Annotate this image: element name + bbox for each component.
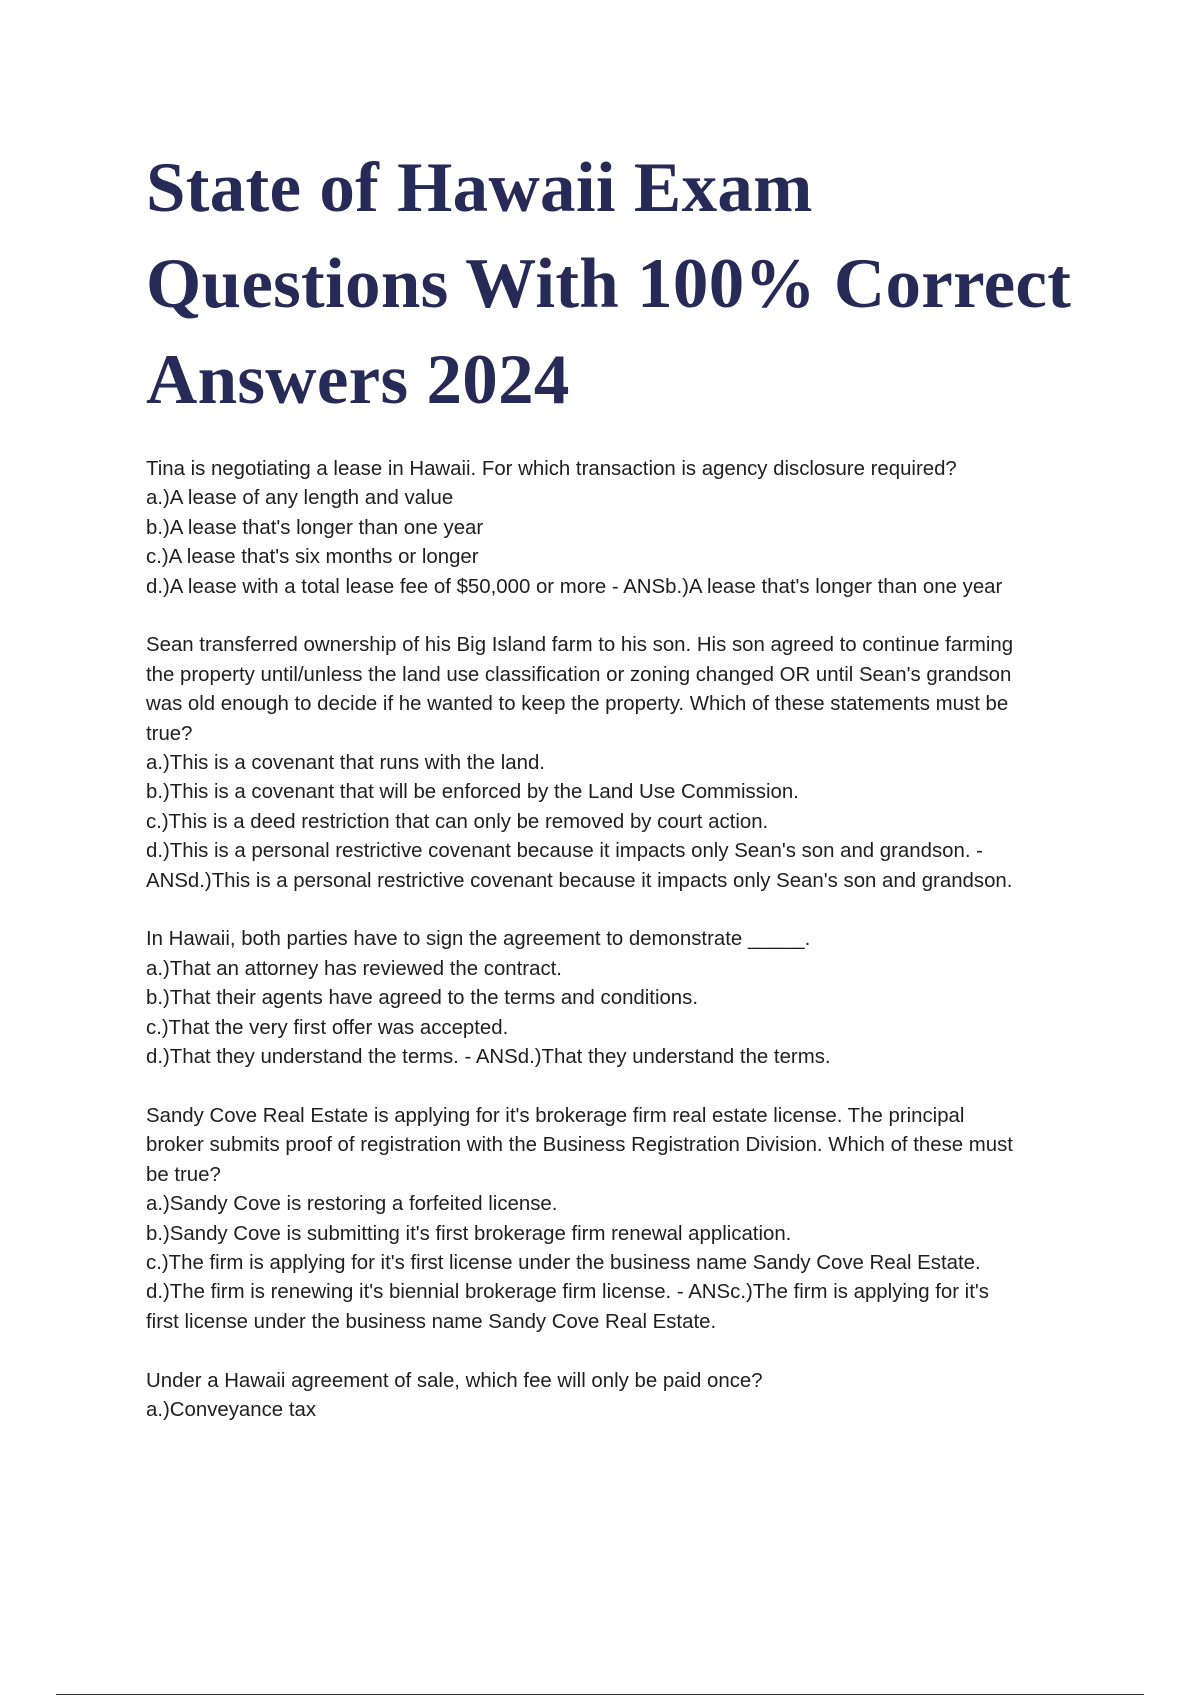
question-text: Under a Hawaii agreement of sale, which fee will only be paid once? xyxy=(146,1369,763,1392)
question-block-agreement-of-sale xyxy=(146,1367,1106,1426)
question-block-sign-agreement xyxy=(146,925,1106,1072)
answer-option: b.)A lease that's longer than one year xyxy=(146,516,484,539)
answer-option: a.)This is a covenant that runs with the land. xyxy=(146,752,545,775)
answer-option: c.)That the very first offer was accepted. xyxy=(146,1016,509,1039)
question-text: the property until/unless the land use classification or zoning changed OR until Sean's grandson xyxy=(146,663,1012,686)
question-text: be true? xyxy=(146,1163,221,1186)
answer-option: a.)Conveyance tax xyxy=(146,1398,317,1421)
answer-option: c.)The firm is applying for it's first license under the business name Sandy Cove Real Estate. xyxy=(146,1251,981,1274)
answer-option: c.)A lease that's six months or longer xyxy=(146,546,479,569)
answer-option-with-answer: d.)A lease with a total lease fee of $50,000 or more - ANSb.)A lease that's longer than one year xyxy=(146,575,1003,598)
answer-option: a.)Sandy Cove is restoring a forfeited license. xyxy=(146,1193,558,1216)
answer-option: c.)This is a deed restriction that can only be removed by court action. xyxy=(146,810,769,833)
question-block-farm-covenant xyxy=(146,631,1106,896)
title-line: State of Hawaii Exam xyxy=(146,149,813,227)
question-text: broker submits proof of registration with the Business Registration Division. Which of these must xyxy=(146,1134,1013,1157)
answer-option-with-answer: d.)That they understand the terms. - ANSd.)That they understand the terms. xyxy=(146,1046,831,1069)
question-text: Sean transferred ownership of his Big Island farm to his son. His son agreed to continue farming xyxy=(146,634,1014,657)
footer-divider xyxy=(56,1694,1144,1695)
answer-option-with-answer: d.)The firm is renewing it's biennial brokerage firm license. - ANSc.)The firm is applying for it's xyxy=(146,1281,989,1304)
answer-option: b.)Sandy Cove is submitting it's first brokerage firm renewal application. xyxy=(146,1222,792,1245)
question-block-agency-disclosure xyxy=(146,455,1106,602)
answer-option: b.)This is a covenant that will be enforced by the Land Use Commission. xyxy=(146,781,799,804)
question-text: In Hawaii, both parties have to sign the agreement to demonstrate _____. xyxy=(146,928,811,951)
title-line: Answers 2024 xyxy=(146,341,570,419)
answer-option: a.)That an attorney has reviewed the contract. xyxy=(146,957,562,980)
title-line: Questions With 100% Correct xyxy=(146,245,1072,323)
answer-option: b.)That their agents have agreed to the terms and conditions. xyxy=(146,987,699,1010)
document-title xyxy=(146,140,1106,428)
answer-option: d.)This is a personal restrictive covenant because it impacts only Sean's son and grandson. - xyxy=(146,840,983,863)
question-block-brokerage-license xyxy=(146,1102,1106,1337)
question-text: Sandy Cove Real Estate is applying for it's brokerage firm real estate license. The principal xyxy=(146,1104,965,1127)
answer-text: ANSd.)This is a personal restrictive covenant because it impacts only Sean's son and grandson. xyxy=(146,869,1013,892)
answer-text: first license under the business name Sandy Cove Real Estate. xyxy=(146,1310,717,1333)
question-text: true? xyxy=(146,722,193,745)
question-text: Tina is negotiating a lease in Hawaii. For which transaction is agency disclosure required? xyxy=(146,458,957,480)
questions-section xyxy=(146,455,1106,1455)
question-text: was old enough to decide if he wanted to keep the property. Which of these statements must be xyxy=(146,693,1009,716)
answer-option: a.)A lease of any length and value xyxy=(146,487,454,510)
